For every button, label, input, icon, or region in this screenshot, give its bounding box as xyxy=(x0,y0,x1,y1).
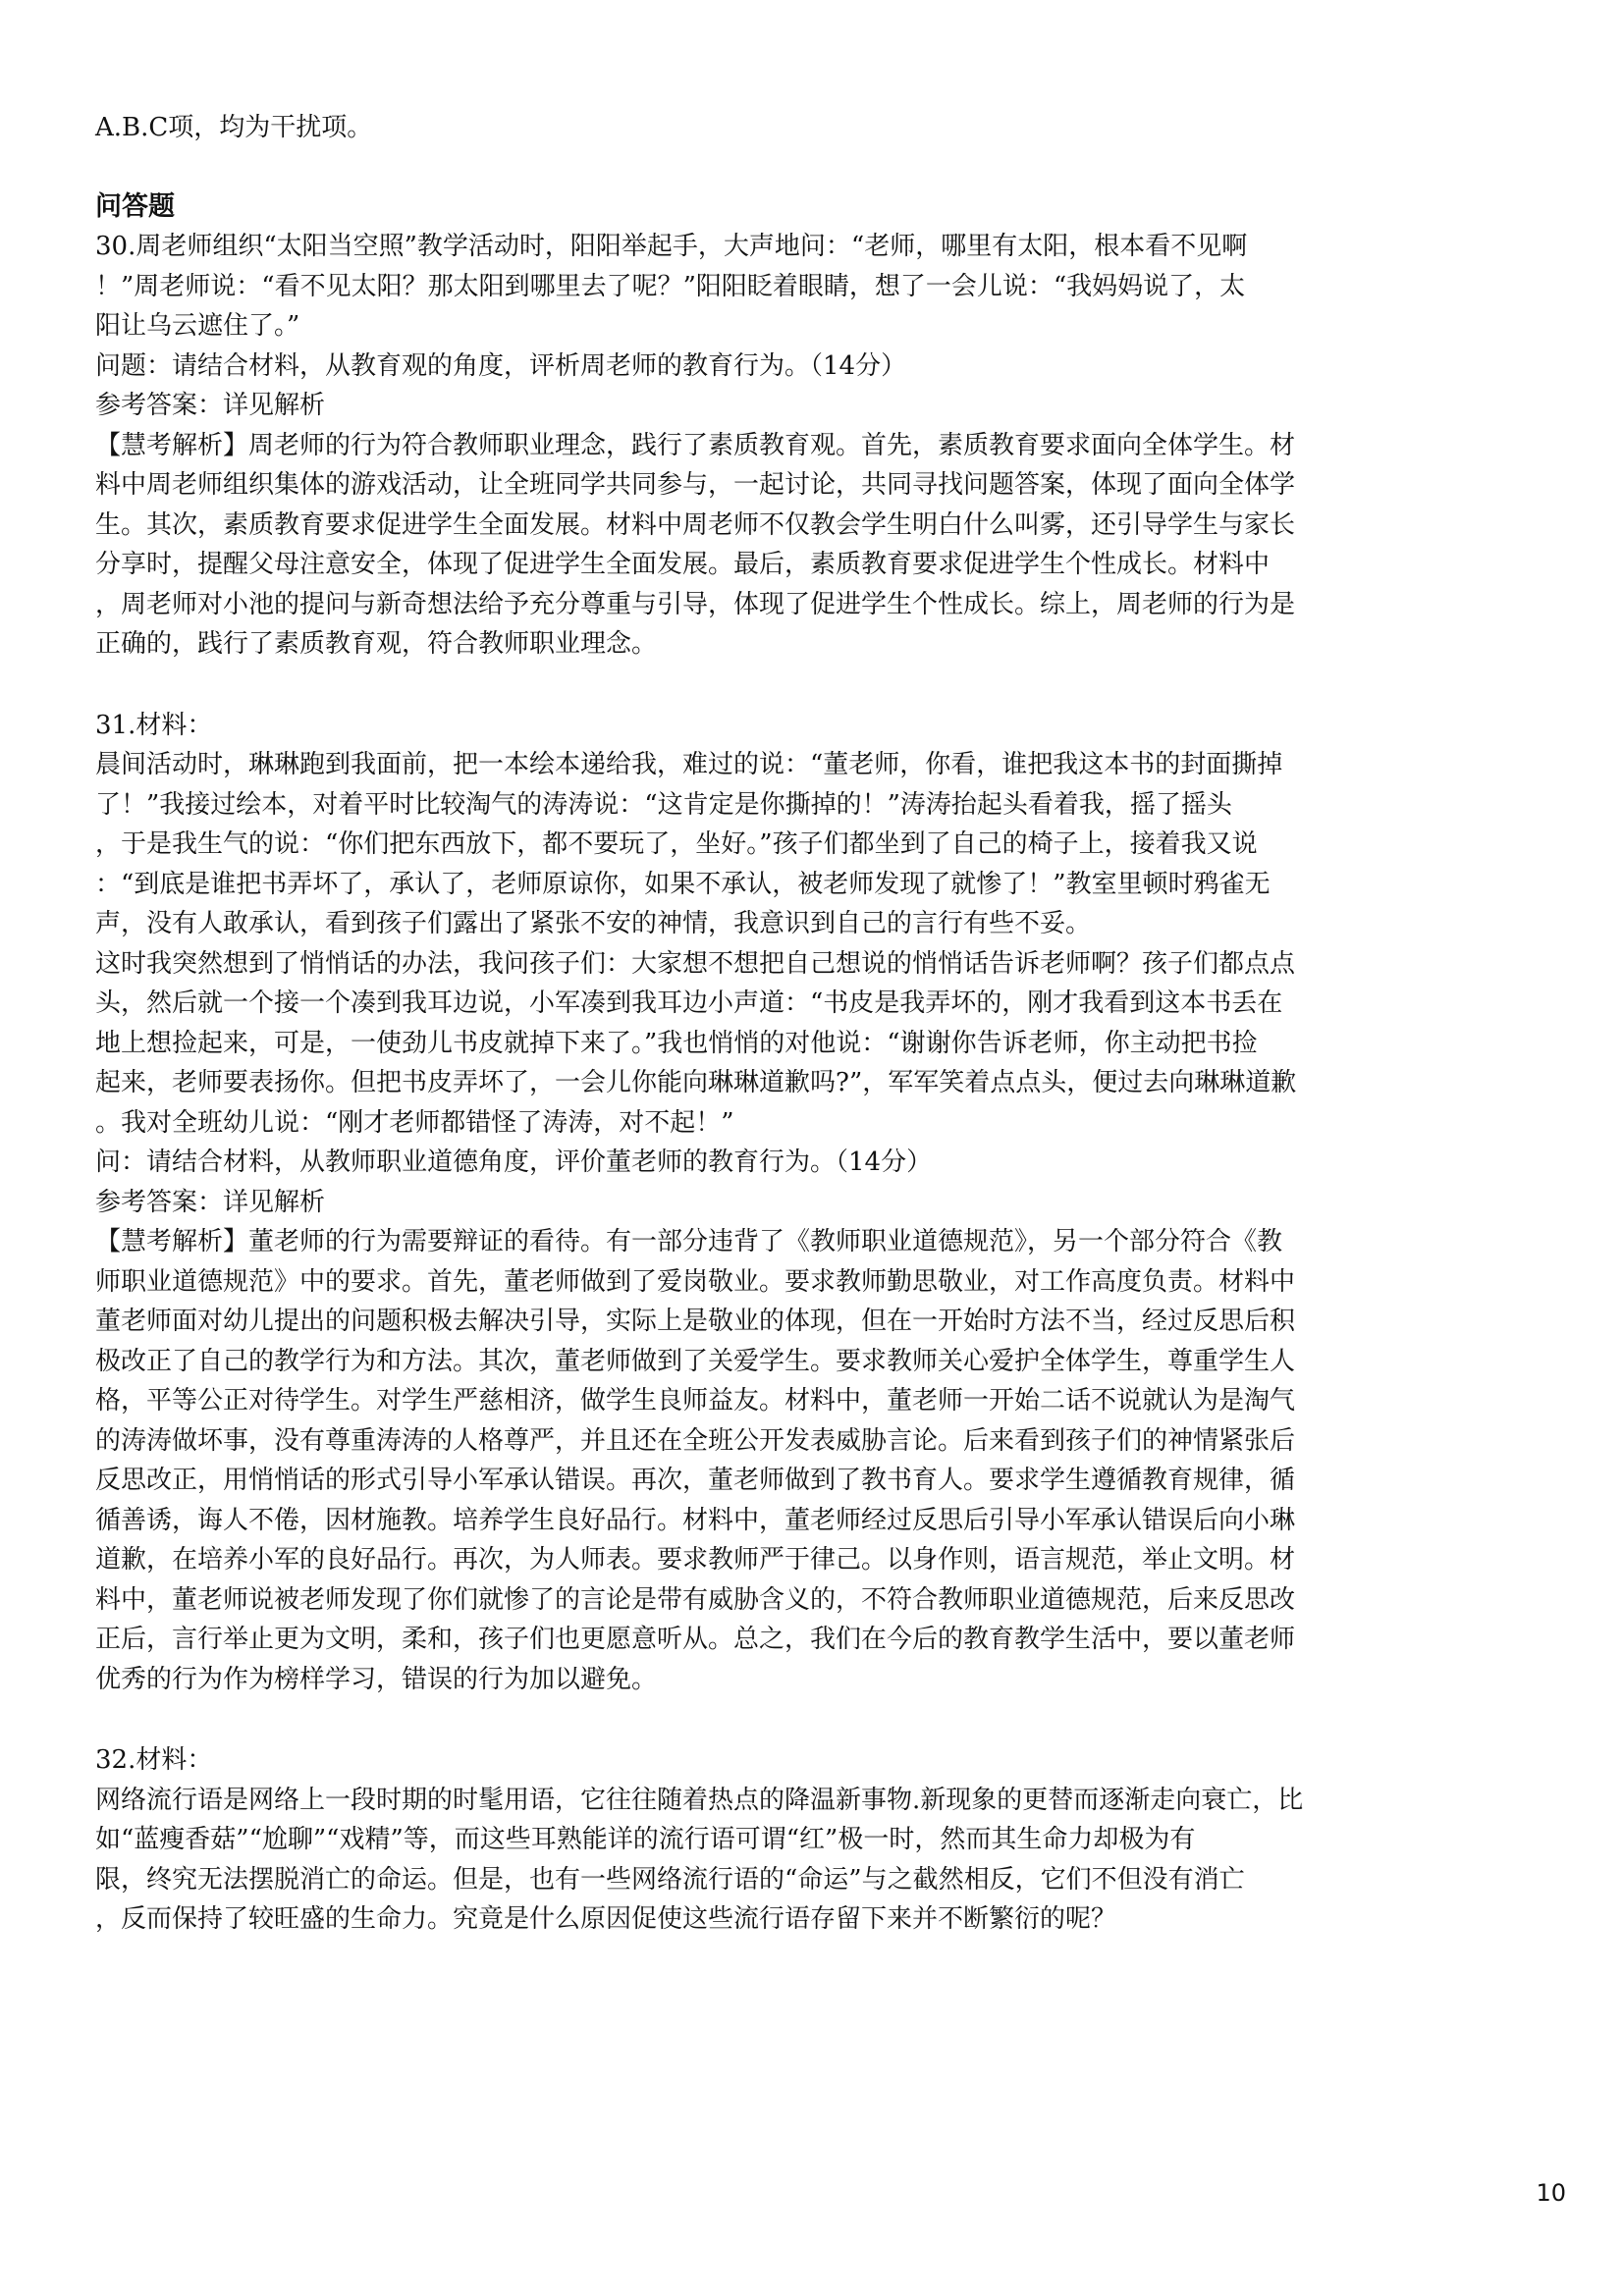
q31-analysis: 道歉，在培养小军的良好品行。再次，为人师表。要求教师严于律己。以身作则，语言规范，举止文明。材 xyxy=(95,1545,1296,1575)
q31-material: 声，没有人敢承认，看到孩子们露出了紧张不安的神情，我意识到自己的言行有些不妥。 xyxy=(95,909,1092,938)
q31-material: ：“到底是谁把书弄坏了，承认了，老师原谅你，如果不承认，被老师发现了就惨了！”教室里顿时鸦雀无 xyxy=(95,869,1271,899)
q31-material: 这时我突然想到了悄悄话的办法，我问孩子们：大家想不想把自己想说的悄悄话告诉老师啊？孩子们都点点 xyxy=(95,948,1296,979)
q31-material: 了！”我接过绘本，对着平时比较淘气的涛涛说：“这肯定是你撕掉的！”涛涛抬起头看着我，摇了摇头 xyxy=(95,789,1232,820)
q31-analysis: 格，平等公正对待学生。对学生严慈相济，做学生良师益友。材料中，董老师一开始二话不说就认为是淘气 xyxy=(95,1386,1296,1415)
question-30 xyxy=(95,227,1539,665)
page-number: 10 xyxy=(1536,2179,1566,2207)
q32-material: 如“蓝瘦香菇”“尬聊”“戏精”等，而这些耳熟能详的流行语可谓“红”极一时，然而其生命力却极为有 xyxy=(95,1825,1196,1854)
q31-material: 起来，老师要表扬你。但把书皮弄坏了，一会儿你能向琳琳道歉吗?”，军军笑着点点头，便过去向琳琳道歉 xyxy=(95,1068,1297,1097)
q31-analysis: 反思改正，用悄悄话的形式引导小军承认错误。再次，董老师做到了教书育人。要求学生遵循教育规律，循 xyxy=(95,1466,1296,1495)
q31-analysis: 的涛涛做坏事，没有尊重涛涛的人格尊严，并且还在全班公开发表威胁言论。后来看到孩子们的神情紧张后 xyxy=(95,1425,1296,1456)
q30-analysis: ，周老师对小池的提问与新奇想法给予充分尊重与引导，体现了促进学生个性成长。综上，周老师的行为是 xyxy=(95,589,1296,619)
spacer xyxy=(95,1699,1539,1740)
section-title: 问答题 xyxy=(95,190,175,222)
q31-question: 问：请结合材料，从教师职业道德角度，评价董老师的教育行为。（14分） xyxy=(95,1148,933,1177)
q31-analysis: 董老师面对幼儿提出的问题积极去解决引导，实际上是敬业的体现，但在一开始时方法不当，经过反思后积 xyxy=(95,1307,1296,1336)
q31-analysis: 循善诱，诲人不倦，因材施教。培养学生良好品行。材料中，董老师经过反思后引导小军承认错误后向小琳 xyxy=(95,1505,1296,1535)
q31-analysis: 料中，董老师说被老师发现了你们就惨了的言论是带有威胁含义的，不符合教师职业道德规范，后来反思改 xyxy=(95,1584,1296,1615)
q30-question: 问题：请结合材料，从教育观的角度，评析周老师的教育行为。（14分） xyxy=(95,350,907,381)
spacer xyxy=(95,665,1539,706)
q30-analysis: 生。其次，素质教育要求促进学生全面发展。材料中周老师不仅教会学生明白什么叫雾，还引导学生与家长 xyxy=(95,509,1296,540)
q31-analysis: 【慧考解析】董老师的行为需要辩证的看待。有一部分违背了《教师职业道德规范》，另一个部分符合《教 xyxy=(95,1227,1283,1256)
q30-line: 阳让乌云遮住了。” xyxy=(95,311,300,341)
q31-material: 晨间活动时，琳琳跑到我面前，把一本绘本递给我，难过的说：“董老师，你看，谁把我这本书的封面撕掉 xyxy=(95,750,1283,779)
q32-material: 网络流行语是网络上一段时期的时髦用语，它往往随着热点的降温新事物.新现象的更替而逐渐走向衰亡，比 xyxy=(95,1785,1304,1815)
q31-material: ，于是我生气的说：“你们把东西放下，都不要玩了，坐好。”孩子们都坐到了自己的椅子上，接着我又说 xyxy=(95,829,1258,859)
q30-analysis: 分享时，提醒父母注意安全，体现了促进学生全面发展。最后，素质教育要求促进学生个性成长。材料中 xyxy=(95,550,1271,579)
q31-analysis: 正后，言行举止更为文明，柔和，孩子们也更愿意听从。总之，我们在今后的教育教学生活中，要以董老师 xyxy=(95,1625,1296,1654)
q32-heading: 32.材料： xyxy=(95,1745,213,1775)
q31-material: 头，然后就一个接一个凑到我耳边说，小军凑到我耳边小声道：“书皮是我弄坏的，刚才我看到这本书丢在 xyxy=(95,988,1283,1018)
q32-material: ，反而保持了较旺盛的生命力。究竟是什么原因促使这些流行语存留下来并不断繁衍的呢？ xyxy=(95,1904,1117,1934)
q30-analysis: 【慧考解析】周老师的行为符合教师职业理念，践行了素质教育观。首先，素质教育要求面向全体学生。材 xyxy=(95,430,1296,460)
intro-line: A.B.C项，均为干扰项。 xyxy=(95,113,373,142)
q30-line: 30.周老师组织“太阳当空照”教学活动时，阳阳举起手，大声地问：“老师，哪里有太阳，根本看不见啊 xyxy=(95,232,1248,261)
document-page xyxy=(95,108,1539,1940)
spacer xyxy=(95,148,1539,187)
q31-analysis: 极改正了自己的教学行为和方法。其次，董老师做到了关爱学生。要求教师关心爱护全体学生，尊重学生人 xyxy=(95,1346,1296,1376)
q30-analysis: 料中周老师组织集体的游戏活动，让全班同学共同参与，一起讨论，共同寻找问题答案，体现了面向全体学 xyxy=(95,470,1296,500)
q30-answer: 参考答案：详见解析 xyxy=(95,391,326,420)
q31-analysis: 优秀的行为作为榜样学习，错误的行为加以避免。 xyxy=(95,1664,658,1694)
q30-line: ！”周老师说：“看不见太阳？那太阳到哪里去了呢？”阳阳眨着眼睛，想了一会儿说：“我妈妈说了，太 xyxy=(95,271,1246,301)
q31-heading: 31.材料： xyxy=(95,710,213,740)
q30-analysis: 正确的，践行了素质教育观，符合教师职业理念。 xyxy=(95,629,658,659)
question-31 xyxy=(95,706,1539,1700)
q31-material: 。我对全班幼儿说：“刚才老师都错怪了涛涛，对不起！” xyxy=(95,1107,734,1138)
question-32 xyxy=(95,1740,1539,1940)
q31-material: 地上想捡起来，可是，一使劲儿书皮就掉下来了。”我也悄悄的对他说：“谢谢你告诉老师，你主动把书捡 xyxy=(95,1028,1258,1058)
q31-answer: 参考答案：详见解析 xyxy=(95,1187,326,1217)
q31-analysis: 师职业道德规范》中的要求。首先，董老师做到了爱岗敬业。要求教师勤思敬业，对工作高度负责。材料中 xyxy=(95,1266,1296,1297)
q32-material: 限，终究无法摆脱消亡的命运。但是，也有一些网络流行语的“命运”与之截然相反，它们不但没有消亡 xyxy=(95,1864,1245,1895)
